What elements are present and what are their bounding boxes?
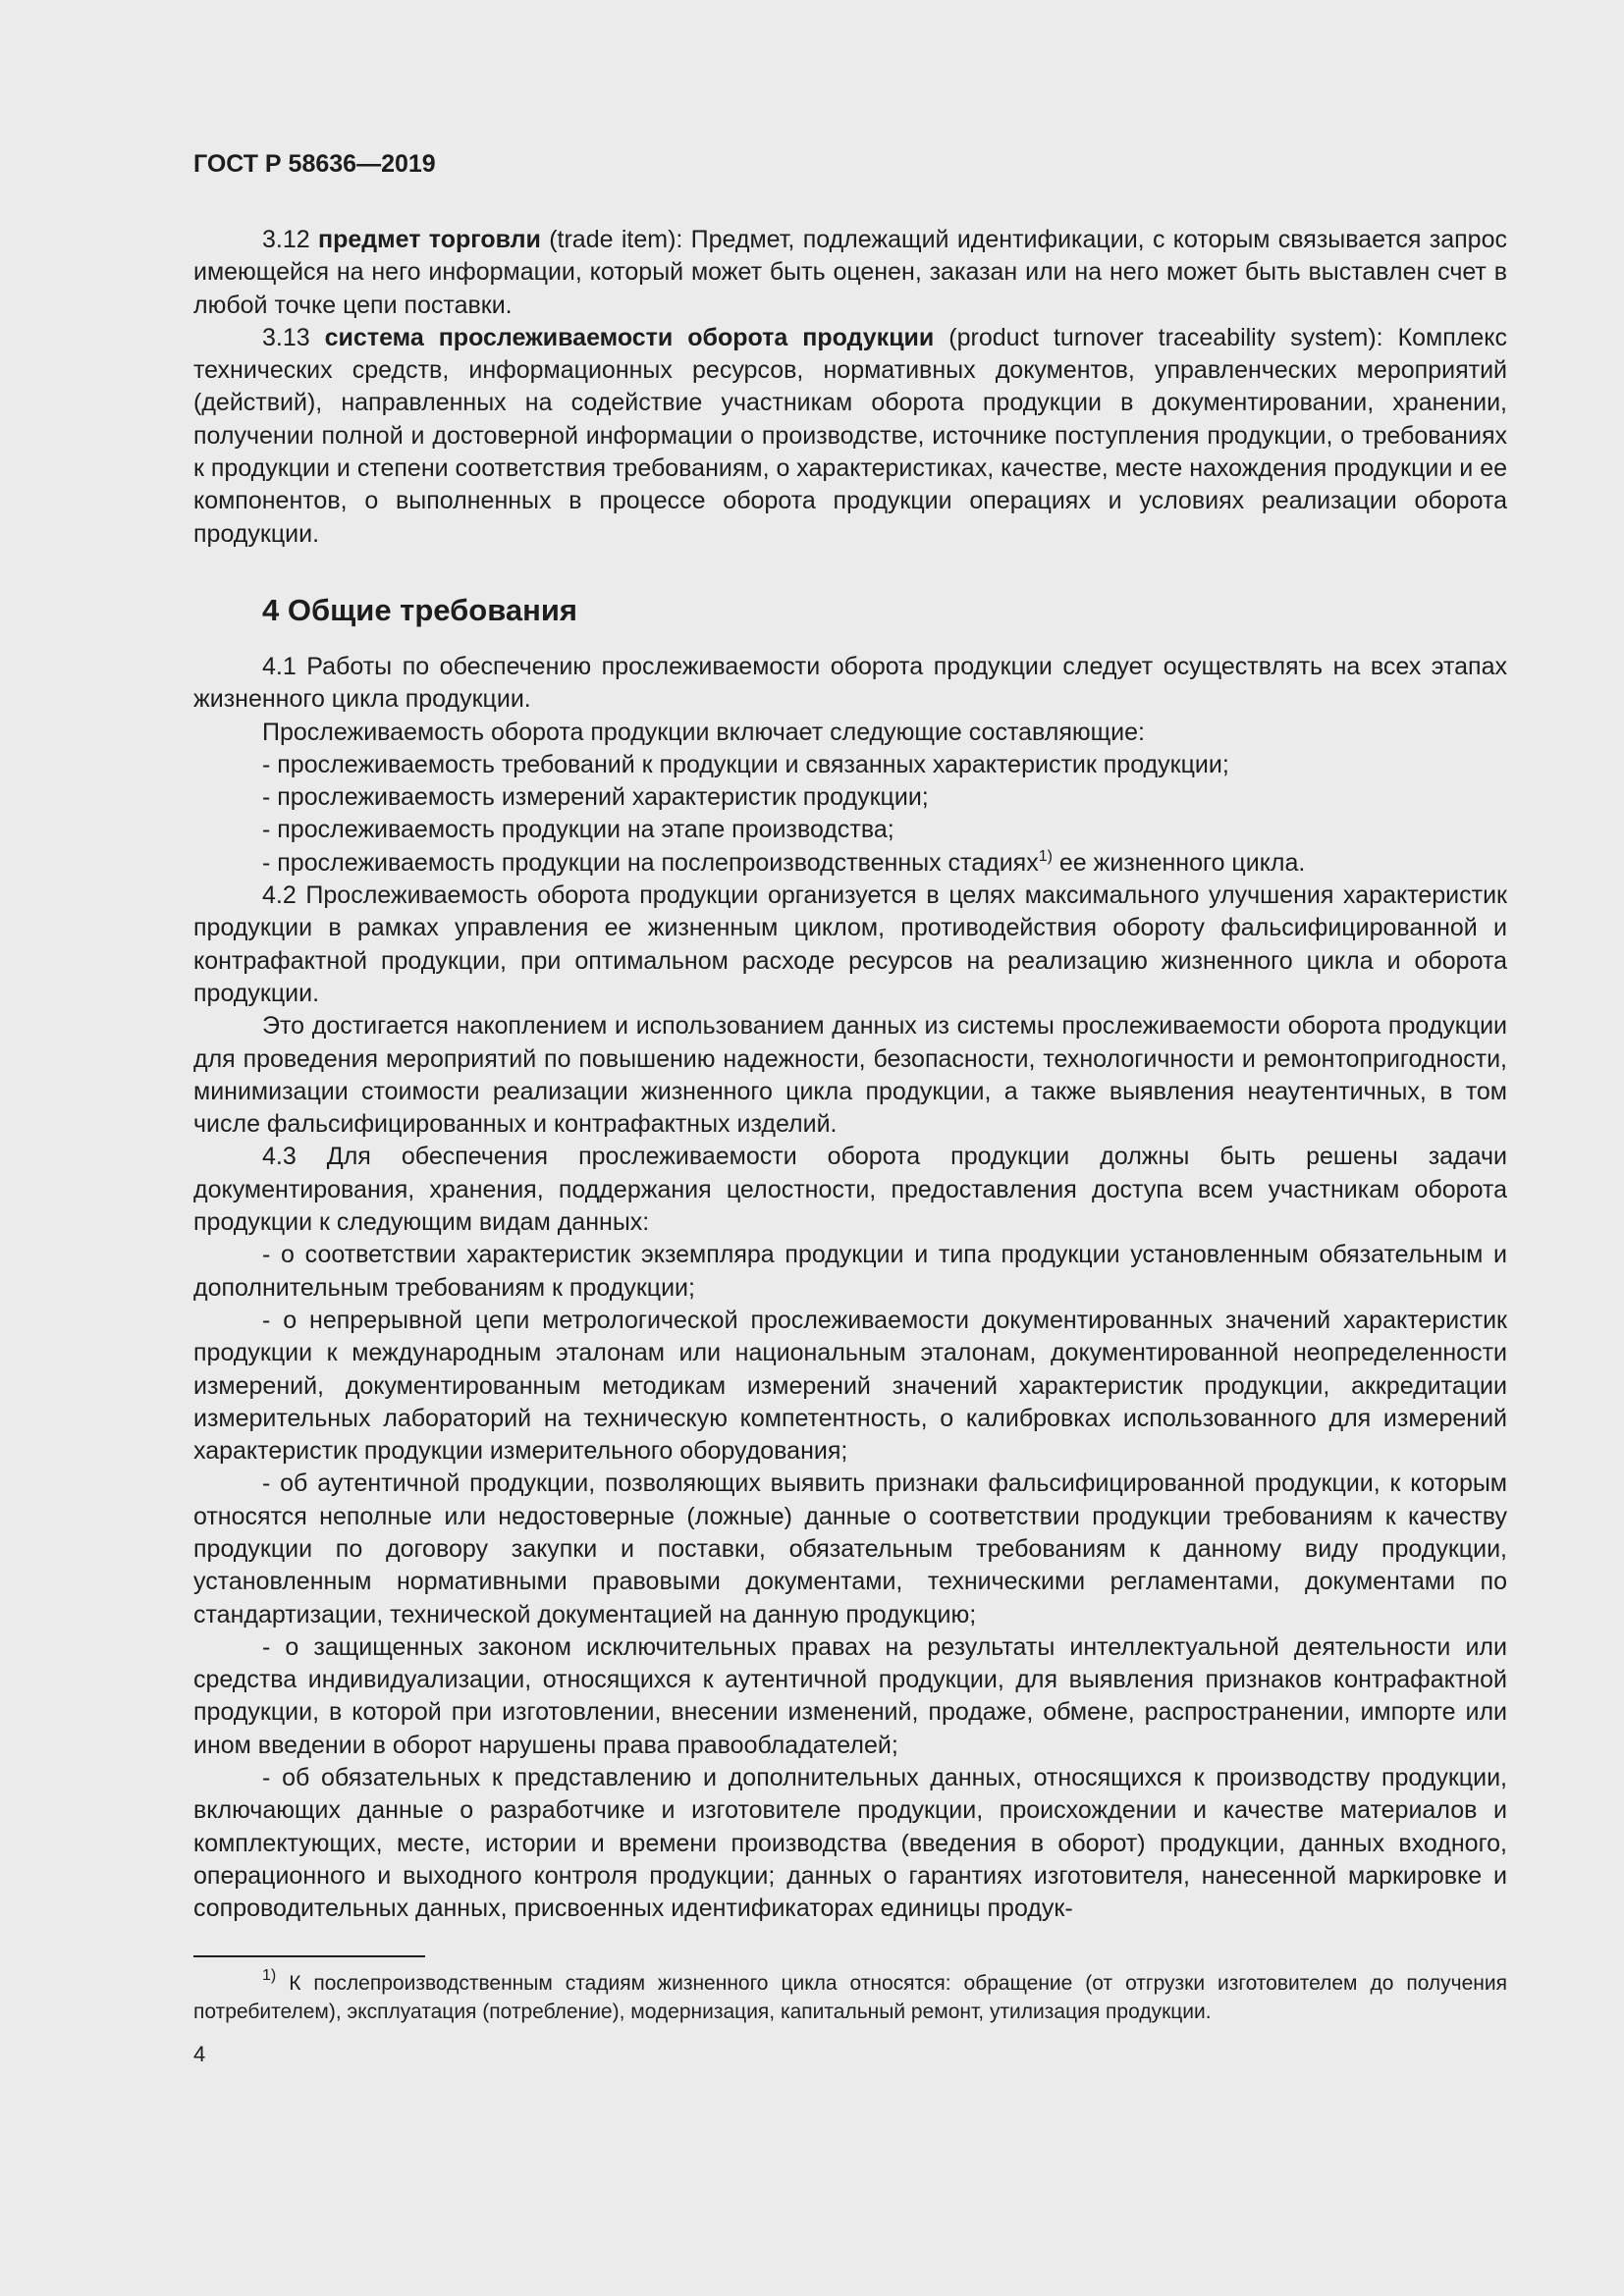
term-number: 3.12 xyxy=(262,226,310,253)
paragraph-4-3: 4.3 Для обеспечения прослеживаемости оборота продукции должны быть решены задачи документирования, хранения, поддержания целостности, предоставления доступа всем участникам оборота продукции к следующим видам данных: xyxy=(193,1143,1507,1237)
list-item: - прослеживаемость измерений характеристик продукции; xyxy=(262,783,929,812)
section-heading-4: 4 Общие требования xyxy=(262,592,577,627)
footnote-text: К послепроизводственным стадиям жизненного цикла относятся: обращение (от отгрузки изготовителем до получения потребителем), эксплуатация (потребление), модернизация, капитальный ремонт, утилизация продукции. xyxy=(193,1971,1507,2023)
paragraph-4-2-cont: Это достигается накоплением и использованием данных из системы прослеживаемости оборота продукции для проведения мероприятий по повышению надежности, безопасности, технологичности и ремонтопригодности, минимизации стоимости реализации жизненного цикла продукции, а также выявления неаутентичных, в том числе фальсифицированных и контрафактных изделий. xyxy=(193,1012,1507,1139)
footnote-ref[interactable]: 1) xyxy=(1038,847,1053,865)
list-item: - об обязательных к представлению и дополнительных данных, относящихся к производству продукции, включающих данные о разработчике и изготовителе продукции, происхождении и качестве материалов и комплектующих, месте, истории и времени производства (введения в оборот) продукции, данных входного, операционного и выходного контроля продукции; данных о гарантиях изготовителя, нанесенной маркировке и сопроводительных данных, присвоенных идентификаторах единицы продук- xyxy=(193,1764,1507,1923)
term-number: 3.13 xyxy=(262,323,310,351)
list-item-with-footnote xyxy=(193,847,1507,880)
list-item-text: - прослеживаемость продукции на послепроизводственных стадиях xyxy=(262,848,1039,877)
list-item: - прослеживаемость требований к продукции и связанных характеристик продукции; xyxy=(262,750,1229,778)
document-page xyxy=(193,147,1507,2069)
running-head: ГОСТ Р 58636—2019 xyxy=(193,150,436,178)
term-definition: (trade item): Предмет, подлежащий идентификации, с которым связывается запрос имеющейся на него информации, который может быть оценен, заказан или на него может быть выставлен счет в любой точке цепи поставки. xyxy=(193,226,1507,319)
footnote-divider xyxy=(193,1955,425,1957)
footnote-marker: 1) xyxy=(262,1966,277,1984)
list-item: - прослеживаемость продукции на этапе производства; xyxy=(262,816,894,844)
term-3-12 xyxy=(193,224,1507,322)
list-item: - об аутентичной продукции, позволяющих выявить признаки фальсифицированной продукции, к которым относятся неполные или недостоверные (ложные) данные о соответствии продукции требованиям к качеству продукции по договору закупки и поставки, обязательным требованиям к данному виду продукции, установленным нормативными правовыми документами, техническими регламентами, документами по стандартизации, технической документацией на данную продукцию; xyxy=(193,1469,1507,1629)
term-name: система прослеживаемости оборота продукции xyxy=(324,323,935,351)
page-number: 4 xyxy=(193,2041,206,2066)
term-definition: (product turnover traceability system): Комплекс технических средств, информационных ресурсов, нормативных документов, управленческих мероприятий (действий), направленных на содействие участникам оборота продукции в документировании, хранении, получении полной и достоверной информации о производстве, источнике поступления продукции, о требованиях к продукции и степени соответствия требованиям, о характеристиках, качестве, месте нахождения продукции и ее компонентов, о выполненных в процессе оборота продукции операциях и условиях реализации оборота продукции. xyxy=(193,323,1507,548)
term-name: предмет торговли xyxy=(318,226,541,253)
list-item-tail: ее жизненного цикла. xyxy=(1052,848,1306,877)
list-item: - о соответствии характеристик экземпляра продукции и типа продукции установленным обязательным и дополнительным требованиям к продукции; xyxy=(193,1241,1507,1302)
list-item: - о защищенных законом исключительных правах на результаты интеллектуальной деятельности или средства индивидуализации, относящихся к аутентичной продукции, для выявления признаков контрафактной продукции, в которой при изготовлении, внесении изменений, продаже, обмене, распространении, импорте или ином введении в оборот нарушены права правообладателей; xyxy=(193,1632,1507,1759)
paragraph-4-1-intro: Прослеживаемость оборота продукции включает следующие составляющие: xyxy=(262,718,1145,746)
footnote xyxy=(193,1966,1507,2026)
paragraph-4-2: 4.2 Прослеживаемость оборота продукции организуется в целях максимального улучшения характеристик продукции в рамках управления ее жизненным циклом, противодействия обороту фальсифицированной и контрафактной продукции, при оптимальном расходе ресурсов на реализацию жизненного цикла и оборота продукции. xyxy=(193,881,1507,1007)
paragraph-4-1: 4.1 Работы по обеспечению прослеживаемости оборота продукции следует осуществлять на всех этапах жизненного цикла продукции. xyxy=(193,652,1507,714)
list-item: - о непрерывной цепи метрологической прослеживаемости документированных значений характеристик продукции к международным эталонам или национальным эталонам, документированной неопределенности измерений, документированным методикам измерений значений характеристик продукции, аккредитации измерительных лабораторий на техническую компетентность, о калибровках использованного для измерений характеристик продукции измерительного оборудования; xyxy=(193,1306,1507,1466)
term-3-13 xyxy=(193,322,1507,551)
